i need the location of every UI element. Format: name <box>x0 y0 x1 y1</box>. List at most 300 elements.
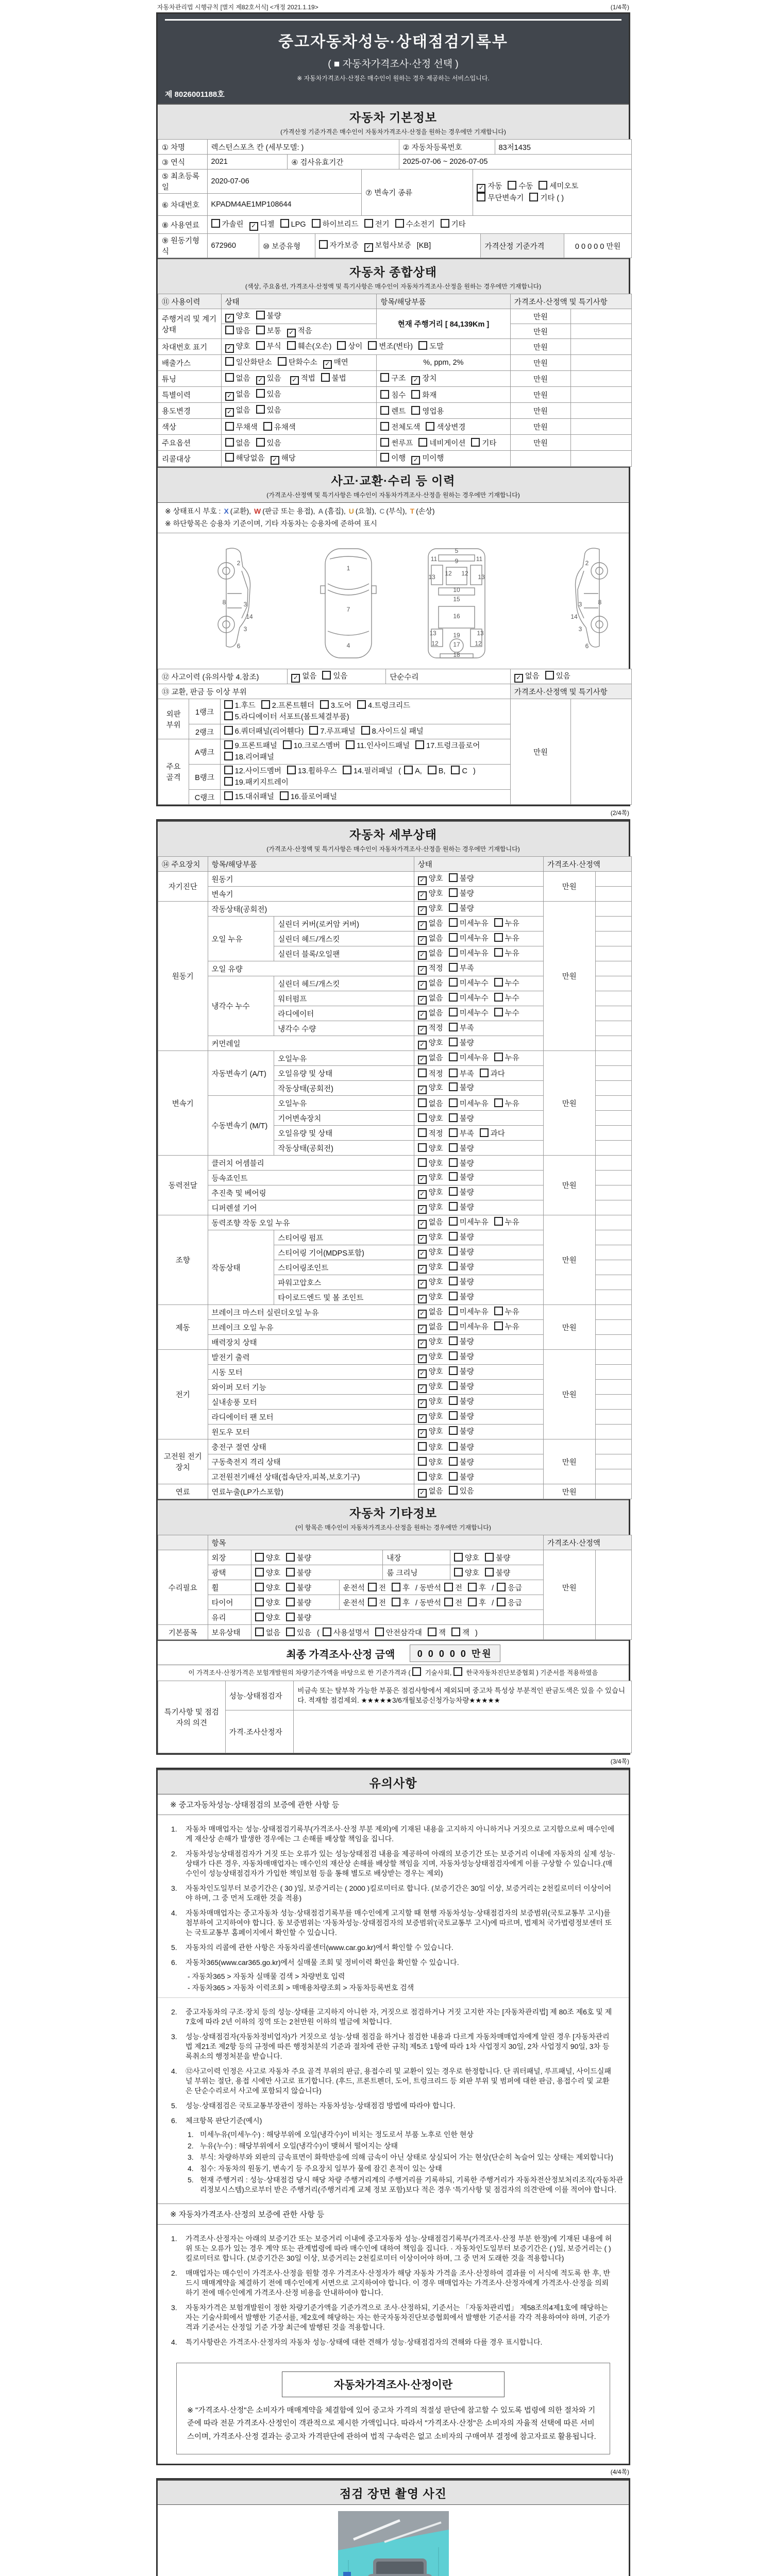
option-label: 불량 <box>296 1584 311 1592</box>
checkbox-option <box>418 1336 443 1348</box>
option-label: 불량 <box>459 1428 474 1436</box>
checkbox-option <box>418 947 443 960</box>
checkbox-checked-icon: ✓ <box>418 1041 427 1049</box>
checkbox-icon <box>418 1442 427 1451</box>
checkbox-option <box>468 1582 486 1593</box>
checkbox-icon <box>418 438 427 447</box>
checkbox-option <box>418 1128 443 1139</box>
caution-item-number: 3. <box>171 2303 177 2312</box>
option-label: 양호 <box>428 1473 443 1482</box>
simple-repair-state <box>510 669 631 684</box>
option-label: 없음 <box>428 1218 443 1227</box>
note-cell <box>595 1335 631 1350</box>
checkbox-option <box>225 341 250 353</box>
diagram-number: 8 <box>222 599 226 606</box>
checkbox-icon <box>449 1053 458 1061</box>
checkbox-option <box>323 357 348 369</box>
option-label: 있음 <box>296 1629 311 1637</box>
option-label: 13.휠하우스 <box>297 767 338 775</box>
value-engine-type: 672960 <box>207 234 259 258</box>
item-label: 브레이크 마스터 실린더오일 누유 <box>208 1305 414 1320</box>
checkbox-icon <box>418 1472 427 1481</box>
page-marker-2: (2/4쪽) <box>610 809 629 817</box>
checkbox-option <box>225 325 250 336</box>
note-cell <box>595 1215 631 1230</box>
final-note-option-1: 기술사회, <box>425 1669 452 1676</box>
option-label: 불량 <box>459 1114 474 1123</box>
option-label: 없음 <box>428 979 443 988</box>
checkbox-option <box>225 388 250 401</box>
checkbox-option <box>494 1098 519 1109</box>
checkbox-option <box>225 357 272 367</box>
checkbox-option <box>449 1396 474 1406</box>
checkbox-icon <box>361 726 370 735</box>
checkbox-checked-icon: ✓ <box>418 1429 427 1438</box>
label-first-registration: ⑤ 최초등록일 <box>158 170 208 194</box>
price-cell <box>544 1625 596 1640</box>
checkbox-icon <box>392 1598 400 1606</box>
checkbox-icon <box>368 341 377 350</box>
caution-item <box>158 1907 629 1939</box>
price-cell: 만원 <box>510 339 571 355</box>
checkbox-icon <box>256 405 265 414</box>
option-label: LPG <box>291 221 306 229</box>
checkbox-option <box>468 1597 486 1608</box>
table-row <box>158 355 632 371</box>
item-label: 동력조향 작동 오일 누유 <box>208 1215 414 1230</box>
checkbox-option <box>418 1037 443 1049</box>
checkbox-option <box>494 992 519 1003</box>
option-label: 후 <box>479 1599 486 1607</box>
checkbox-icon <box>337 341 346 350</box>
checkbox-icon <box>418 1128 427 1137</box>
item-name: 타이어 <box>208 1595 251 1610</box>
caution-sub-item <box>158 2141 629 2151</box>
checkbox-option <box>449 873 474 884</box>
option-label: 미세누수 <box>459 979 489 988</box>
diagram-number: 1 <box>346 565 350 572</box>
item-state <box>414 1290 543 1305</box>
checkbox-icon <box>480 1128 489 1137</box>
option-label: 양호 <box>428 1278 443 1286</box>
checkbox-option <box>418 1098 443 1109</box>
rank-label: A랭크 <box>189 739 220 765</box>
option-label: 불량 <box>459 1204 474 1212</box>
checkbox-option <box>449 918 489 928</box>
state-code-legend <box>158 503 629 517</box>
diagram-number: 12 <box>431 640 439 647</box>
checkbox-icon <box>449 1426 458 1435</box>
checkbox-option <box>263 421 296 432</box>
option-label: 양호 <box>465 1569 480 1578</box>
sub-group-label: 수동변속기 (M/T) <box>208 1096 274 1156</box>
option-label: 양호 <box>265 1569 280 1578</box>
checkbox-option <box>494 947 519 958</box>
device-group-label: 제동 <box>158 1305 208 1350</box>
option-label: 2.프론트휀더 <box>272 702 314 710</box>
accident-history-table <box>158 669 629 805</box>
note-cell <box>595 887 631 902</box>
checkbox-option <box>323 1627 369 1638</box>
checkbox-checked-icon: ✓ <box>418 1310 427 1318</box>
checkbox-icon <box>449 903 458 912</box>
option-label: 잭 <box>462 1629 469 1637</box>
checkbox-option <box>545 670 570 681</box>
form-reference: 자동차관리법 시행규칙 [별지 제82호서식] <개정 2021.1.19> <box>157 4 318 11</box>
option-label: 구조 <box>391 375 406 383</box>
price-cell: 만원 <box>510 387 571 403</box>
diagram-number: 13 <box>428 573 435 581</box>
checkbox-icon <box>449 1217 458 1226</box>
checkbox-option <box>449 1456 474 1467</box>
item-state <box>414 1469 543 1484</box>
option-label: 도말 <box>429 343 444 351</box>
note-cell <box>595 872 631 887</box>
diagram-number: 10 <box>453 586 460 594</box>
checkbox-icon <box>320 700 329 709</box>
caution-sub-item <box>158 2130 629 2140</box>
checkbox-option <box>286 1597 311 1608</box>
label-transmission-type: ⑦ 변속기 종류 <box>362 170 473 216</box>
caution-item-text: 자동차 매매업자는 성능·상태점검기록부(가격조사·산정 부분 제외)에 기재된 내용을 고지하지 아니하거나 거짓으로 고지함으로써 매수인에게 재산상 손해가 발생한 경우에는 그 손해를 배상할 책임을 집니다. <box>186 1825 615 1843</box>
note-cell <box>595 1185 631 1200</box>
caution-item-text: 가격조사·산정자는 아래의 보증기간 또는 보증거리 이내에 중고자동차 성능·상태점검기록부(가격조사·산정 부분 한정)에 기재된 내용에 허위 또는 오류가 있는 경우 계약 또는 관계법령에 따라 매수인에 대하여 책임을 집니다. · 자동차인도일부터 보증기간은 ( )일, 보증거리는 ( )킬로미터로 합니다. (보증기간은 30일 이상, 보증거리는 2천킬로미터 이상이어야 하며, 그 중 먼저 도래한 것을 적용합니다) <box>186 2234 612 2262</box>
item-state <box>414 961 543 976</box>
checkbox-icon <box>449 1442 458 1451</box>
checkbox-option <box>418 1306 443 1318</box>
item-name-2: 룸 크리닝 <box>383 1565 450 1580</box>
checkbox-checked-icon: ✓ <box>418 1369 427 1378</box>
checkbox-checked-icon: ✓ <box>418 1175 427 1184</box>
rank-items <box>220 724 510 739</box>
checkbox-option <box>497 1582 522 1593</box>
item-label: 오일 유량 <box>208 961 414 976</box>
table-row <box>158 1156 632 1171</box>
row-label: 색상 <box>158 419 222 435</box>
option-label: 화재 <box>422 391 437 400</box>
option-label: 미세누유 <box>459 1099 489 1108</box>
checkbox-checked-icon: ✓ <box>364 243 373 252</box>
option-label: 기타 <box>451 221 466 229</box>
checkbox-option <box>361 726 424 737</box>
option-label: 가솔린 <box>222 221 244 229</box>
option-label: 불량 <box>459 1233 474 1242</box>
option-label: 누수 <box>505 994 519 1003</box>
checkbox-option <box>449 1291 474 1302</box>
checkbox-icon <box>494 1217 503 1226</box>
item-label: 오일누유 <box>274 1096 414 1111</box>
price-cell: 만원 <box>544 872 596 902</box>
checkbox-checked-icon: ✓ <box>418 951 427 960</box>
column-header-blank <box>158 1535 208 1550</box>
caution-sub-number: 4. <box>188 2164 194 2173</box>
checkbox-option <box>449 1143 474 1154</box>
checkbox-icon <box>224 791 233 800</box>
option-label: 미이행 <box>422 454 444 463</box>
state-code-legend-2: ※ 하단항목은 승용차 기준이며, 기타 자동차는 승용차에 준하여 표시 <box>158 517 629 533</box>
option-label: 양호 <box>428 1233 443 1242</box>
caution-sub-text: 누유(누수) : 해당부위에서 오일(냉각수)이 맺혀서 떨어지는 상태 <box>200 2142 398 2150</box>
legend-desc: (흠집), <box>325 507 346 515</box>
diagram-number: 5 <box>455 547 459 554</box>
option-label: 미세누유 <box>459 1323 489 1331</box>
value-base-price: 0 0 0 0 0 만원 <box>564 234 632 258</box>
item-state <box>414 1410 543 1425</box>
option-label: 6.쿼더패널(리어휀다) <box>234 727 304 736</box>
value-inspection-period: 2025-07-06 ~ 2026-07-05 <box>399 155 631 170</box>
price-cell: 만원 <box>510 403 571 419</box>
diagram-number: 15 <box>453 596 460 603</box>
option-label: 없음 <box>265 1629 280 1637</box>
checkbox-icon <box>449 873 458 882</box>
checkbox-option <box>497 1597 522 1608</box>
option-label: 8.사이드실 패널 <box>372 727 424 736</box>
option-label: 양호 <box>428 1248 443 1257</box>
option-label: 많음 <box>236 327 250 335</box>
checkbox-icon <box>224 777 233 786</box>
inline-text: ( <box>398 767 401 775</box>
option-label: 훼손(오손) <box>297 343 332 351</box>
option-label: 불량 <box>496 1554 511 1563</box>
checkbox-option <box>426 421 465 432</box>
note-cell <box>571 324 632 339</box>
checkbox-option <box>211 218 244 229</box>
price-cell: 만원 <box>544 1051 596 1156</box>
table-row <box>158 1051 632 1066</box>
checkbox-option <box>418 977 443 990</box>
item-state <box>414 1051 543 1066</box>
checkbox-icon <box>256 311 265 319</box>
note-cell <box>571 435 632 451</box>
checkbox-option <box>477 181 502 193</box>
header-rule <box>165 19 621 21</box>
checkbox-option <box>494 1007 519 1018</box>
label-warranty-type: ⑩ 보증유형 <box>259 234 315 258</box>
checkbox-icon <box>255 1568 264 1577</box>
table-row <box>158 1439 632 1454</box>
diagram-number: 19 <box>453 632 460 639</box>
checkbox-option <box>449 1113 474 1124</box>
option-label: 없음 <box>525 672 540 681</box>
page-marker-1: (1/4쪽) <box>610 4 629 11</box>
sub-group-label: 자동변속기 (A/T) <box>208 1051 274 1096</box>
option-label: 일산화탄소 <box>236 359 272 367</box>
option-label: 없음 <box>236 439 250 448</box>
row-state <box>221 451 377 467</box>
checkbox-option <box>451 1627 469 1638</box>
checkbox-icon <box>449 1038 458 1046</box>
item-label: 작동상태(공회전) <box>208 902 414 917</box>
checkbox-option <box>441 218 466 229</box>
note-cell <box>595 1156 631 1171</box>
label-exchange-title: ⑬ 교환, 판금 등 이상 부위 <box>158 684 511 699</box>
checkbox-checked-icon: ✓ <box>418 981 427 990</box>
rank-label: 1랭크 <box>189 699 220 724</box>
checkbox-icon <box>256 438 265 447</box>
row-state <box>221 403 377 419</box>
caution-sub-number: 5. <box>188 2176 194 2184</box>
caution-sub-text: 현재 주행거리 : 성능·상태점검 당시 해당 차량 주행거리계의 주행거리를 기록하되, 기록한 주행거리가 자동차전산정보처리조직(자동차관리정보시스템)으로부터 받은 주행거리(주행거리계 교체 정보 포함)보다 적은 경우 '특기사항 및 점검자의 의견'란에 이를 적어야 합니다. <box>200 2176 624 2194</box>
price-cell: 만원 <box>510 309 571 324</box>
section-photos-header <box>158 2480 629 2505</box>
checkbox-icon <box>263 422 272 431</box>
checkbox-option <box>428 1627 446 1638</box>
checkbox-option <box>280 791 337 803</box>
caution-item <box>158 2115 629 2127</box>
option-label: 누유 <box>505 1099 519 1108</box>
legend-code: C <box>379 507 385 515</box>
checkbox-option <box>449 977 489 988</box>
checkbox-icon <box>449 1082 458 1091</box>
checkbox-option <box>418 1261 443 1274</box>
checkbox-option <box>418 1216 443 1229</box>
option-label: 해당없음 <box>236 454 265 463</box>
checkbox-icon <box>392 1583 400 1591</box>
column-header-device: ⑭ 주요장치 <box>158 857 208 872</box>
section-title: 자동차 기본정보 <box>349 111 437 124</box>
checkbox-icon <box>485 1553 494 1562</box>
checkbox-checked-icon: ✓ <box>418 1235 427 1244</box>
section-accident-header <box>158 467 629 503</box>
checkbox-option <box>224 791 274 803</box>
item-label: 변속기 <box>208 887 414 902</box>
inline-text: ) <box>475 1629 478 1637</box>
checkbox-option <box>449 1442 474 1452</box>
checkbox-option <box>428 766 446 777</box>
checkbox-option <box>278 357 317 367</box>
checkbox-checked-icon: ✓ <box>418 876 427 885</box>
item-label: 실린더 헤드/개스킷 <box>274 931 414 946</box>
checkbox-option <box>255 1627 280 1638</box>
table-row <box>158 669 632 684</box>
option-label: 12.사이드멤버 <box>234 767 281 775</box>
checkbox-option <box>494 1216 519 1227</box>
note-cell <box>595 1305 631 1320</box>
note-cell <box>595 1439 631 1454</box>
option-label: 있음 <box>333 672 348 681</box>
checkbox-option <box>418 962 443 975</box>
option-label: 미세누수 <box>459 994 489 1003</box>
option-label: 불량 <box>459 890 474 898</box>
caution-sub-item: - 자동차365 > 자동차 실매물 검색 > 차량번호 입력 <box>188 1972 345 1980</box>
note-cell <box>595 1484 631 1499</box>
checkbox-option <box>380 405 406 416</box>
note-cell <box>571 371 632 387</box>
checkbox-icon <box>529 193 538 201</box>
option-label: 불량 <box>459 1353 474 1361</box>
option-label: 양호 <box>428 890 443 898</box>
checkbox-option <box>225 404 250 417</box>
caution-sub-number: 1. <box>188 2130 194 2139</box>
option-label: 불량 <box>459 1144 474 1153</box>
option-label: 이행 <box>391 454 406 463</box>
checkbox-checked-icon: ✓ <box>418 1325 427 1333</box>
inline-text: / 동반석 <box>415 1599 442 1607</box>
diagram-number: 9 <box>455 557 459 565</box>
option-label: 양호 <box>428 1174 443 1182</box>
checkbox-option <box>290 372 315 385</box>
checkbox-icon <box>224 740 233 749</box>
checkbox-icon <box>357 700 366 709</box>
caution-item-number: 3. <box>171 1884 177 1892</box>
item-label: 연료누출(LP가스포함) <box>208 1484 414 1499</box>
value-registration-no: 83저1435 <box>495 140 631 155</box>
option-label: 불량 <box>459 1443 474 1452</box>
diagram-number: 13 <box>477 630 484 637</box>
option-label: 양호 <box>428 1398 443 1406</box>
checkbox-option <box>418 1052 443 1064</box>
basic-row-5 <box>158 215 632 234</box>
note-cell <box>595 1096 631 1111</box>
checkbox-checked-icon: ✓ <box>418 1190 427 1199</box>
diagram-number: 4 <box>346 642 350 649</box>
checkbox-option <box>404 766 422 777</box>
column-header-item: 항목 <box>208 1535 544 1550</box>
item-state <box>414 1439 543 1454</box>
item-state <box>414 872 543 887</box>
checkbox-checked-icon: ✓ <box>225 408 234 417</box>
checkbox-icon <box>449 1351 458 1360</box>
checkbox-option <box>225 310 250 323</box>
checkbox-option <box>471 437 496 448</box>
checkbox-checked-icon: ✓ <box>225 314 234 323</box>
checkbox-option <box>337 341 362 351</box>
checkbox-icon <box>225 422 234 431</box>
table-row <box>158 234 632 258</box>
checkbox-icon <box>494 1307 503 1315</box>
checkbox-icon <box>412 1667 421 1676</box>
document-header <box>158 14 629 104</box>
checkbox-icon <box>380 453 389 462</box>
checkbox-checked-icon: ✓ <box>418 1026 427 1035</box>
checkbox-icon <box>449 918 458 927</box>
device-group-label: 연료 <box>158 1484 208 1499</box>
checkbox-icon <box>280 791 289 800</box>
checkbox-icon <box>256 389 265 398</box>
checkbox-option <box>449 1321 489 1332</box>
item-label: 파워고압호스 <box>274 1275 414 1290</box>
label-exchange-price-head: 가격조사·산정액 및 특기사항 <box>510 684 631 699</box>
checkbox-checked-icon: ✓ <box>418 966 427 975</box>
item-label: 작동상태(공회전) <box>274 1081 414 1096</box>
item-label: 클러치 어셈블리 <box>208 1156 414 1171</box>
checkbox-icon <box>280 219 289 228</box>
label-base-price: 가격산정 기준가격 <box>481 234 564 258</box>
checkbox-checked-icon: ✓ <box>418 921 427 930</box>
diagram-number: 7 <box>346 606 350 613</box>
checkbox-icon <box>418 341 427 350</box>
rank-item-line <box>224 752 507 763</box>
checkbox-icon <box>322 671 331 680</box>
checkbox-option <box>380 389 406 400</box>
checkbox-icon <box>395 219 404 228</box>
option-label: 상이 <box>348 343 363 351</box>
checkbox-icon <box>494 948 503 957</box>
value-transmission-type <box>473 170 632 216</box>
front-photo-illustration <box>338 2511 449 2576</box>
checkbox-icon <box>418 1143 427 1152</box>
section-note: (색상, 주요옵션, 가격조사·산정액 및 특기사항은 매수인이 자동차가격조사·산정을 원하는 경우에만 기재합니다) <box>245 283 542 290</box>
option-label: 부족 <box>459 964 474 973</box>
checkbox-option <box>418 437 465 448</box>
checkbox-option <box>477 193 524 204</box>
table-row <box>158 371 632 387</box>
option-label: 있음 <box>556 672 570 681</box>
caution-item <box>158 2336 629 2348</box>
option-label: 보험사보증 <box>375 242 411 250</box>
section-note: (가격산정 기준가격은 매수인이 자동차가격조사·산정을 원하는 경우에만 기재합니다) <box>280 128 506 135</box>
checkbox-option <box>283 740 340 752</box>
